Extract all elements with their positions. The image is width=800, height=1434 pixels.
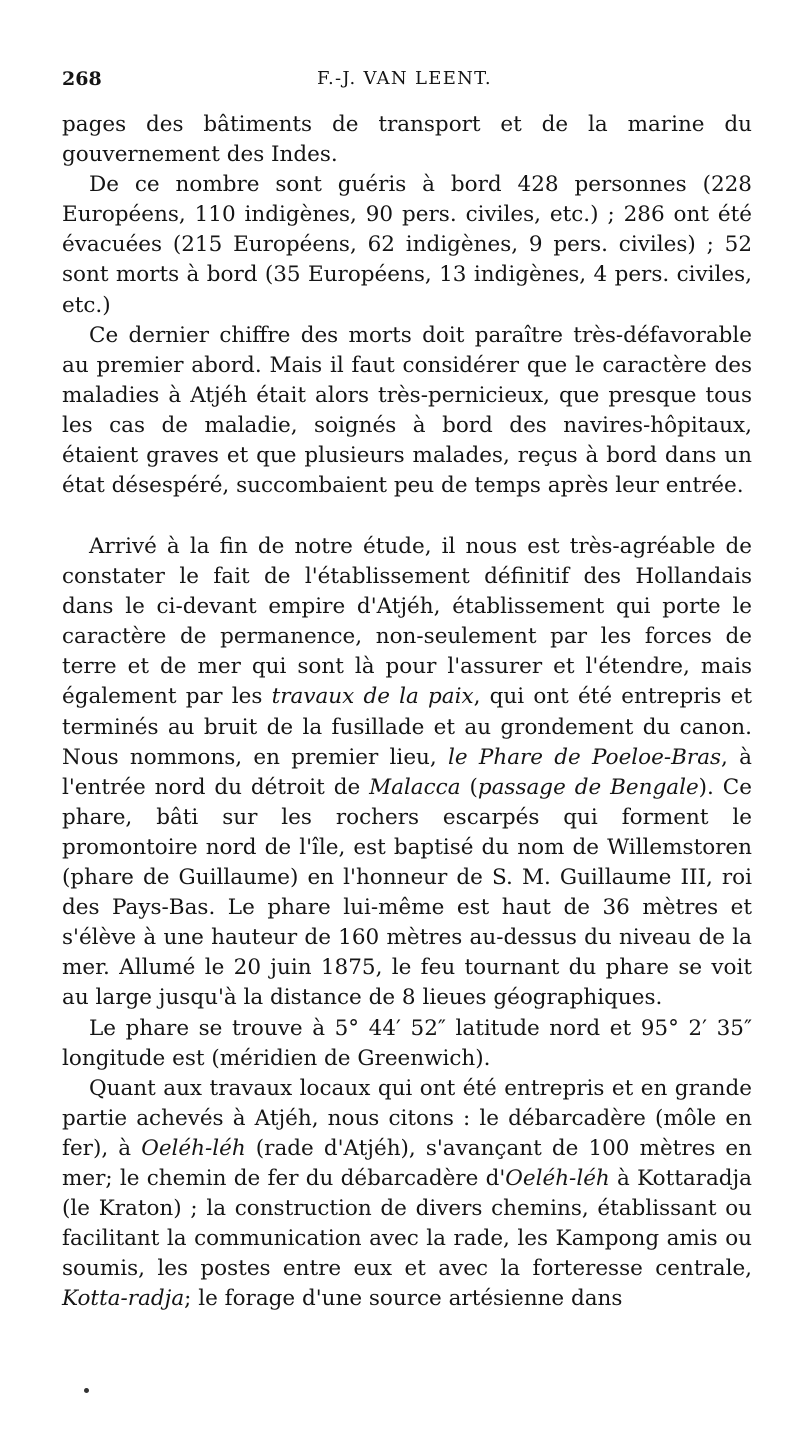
text-run: Quant aux travaux locaux qui ont été entrepris et en grande partie achevés à Atjéh, nous citons : le débarcadère (môle en fer), à bbox=[62, 1075, 752, 1161]
text-block-top bbox=[62, 110, 752, 501]
italic-text-run: Kotta-radja bbox=[62, 1286, 185, 1312]
paragraph-local-works bbox=[62, 1074, 752, 1315]
paragraph-mortality: Ce dernier chiffre des morts doit paraître très-défavorable au premier abord. Mais il faut considérer que le caractère des maladies à Atjéh était alors très-pernicieux, que presque tous les cas de maladie, soignés à bord des navires-hôpitaux, étaient graves et que plusieurs malades, reçus à bord dans un état désespéré, succombaient peu de temps après leur entrée. bbox=[62, 322, 752, 499]
paragraph-conclusion bbox=[62, 532, 752, 1014]
italic-text-run: travaux de la paix bbox=[271, 684, 474, 710]
text-run: ( bbox=[460, 774, 478, 800]
text-run: à Kottaradja (le Kraton) ; la construction de divers chemins, établissant ou facilitant la communication avec la rade, les Kampong amis ou soumis, les postes entre eux et avec la forteresse centrale, bbox=[62, 1165, 753, 1282]
text-run: ). Ce phare, bâti sur les rochers escarpés qui forment le promontoire nord de l'île, est baptisé du nom de Willemstoren (phare de Guillaume) en l'honneur de S. M. Guillaume III, roi des Pays-Bas. Le phare lui-même est haut de 36 mètres et s'élève à une hauteur de 160 mètres au-dessus du niveau de la mer. Allumé le 20 juin 1875, le feu tournant du phare se voit au large jusqu'à la distance de 8 lieues géographiques. bbox=[62, 774, 752, 1011]
ink-dot bbox=[84, 1388, 89, 1393]
text-run: , à l'entrée nord du détroit de bbox=[62, 744, 752, 800]
italic-text-run: Oeléh-léh bbox=[505, 1165, 610, 1191]
text-run: Arrivé à la fin de notre étude, il nous est très-agréable de constater le fait de l'établissement définitif des Hollandais dans le ci-devant empire d'Atjéh, établissement qui porte le caractère de permanence, non-seulement par les forces de terre et de mer qui sont là pour l'assurer et l'étendre, mais également par les bbox=[62, 534, 752, 710]
paragraph-statistics: De ce nombre sont guéris à bord 428 personnes (228 Européens, 110 indigènes, 90 pers. civiles, etc.) ; 286 ont été évacuées (215 Européens, 62 indigènes, 9 pers. civiles) ; 52 sont morts à bord (35 Européens, 13 indigènes, 4 pers. civiles, etc.) bbox=[62, 172, 752, 318]
text-block-bottom bbox=[62, 532, 752, 1314]
paragraph-continuation: pages des bâtiments de transport et de la marine du gouvernement des Indes. bbox=[62, 112, 752, 168]
italic-text-run: le Phare de Poeloe-Bras bbox=[448, 744, 722, 770]
running-head: F.-J. VAN LEENT. bbox=[317, 68, 492, 89]
text-run: ; le forage d'une source artésienne dans bbox=[184, 1286, 623, 1312]
paragraph-coordinates: Le phare se trouve à 5° 44′ 52″ latitude nord et 95° 2′ 35″ longitude est (méridien de Greenwich). bbox=[62, 1015, 752, 1071]
page-number: 268 bbox=[62, 68, 102, 90]
page-header bbox=[62, 62, 752, 96]
italic-text-run: Oeléh-léh bbox=[141, 1135, 246, 1161]
text-run: (rade d'Atjéh), s'avançant de 100 mètres en mer; le chemin de fer du débarcadère d' bbox=[62, 1135, 753, 1191]
text-run: , qui ont été entrepris et terminés au bruit de la fusillade et au grondement du canon. Nous nommons, en premier lieu, bbox=[62, 684, 752, 770]
italic-text-run: passage de Bengale bbox=[477, 774, 699, 800]
italic-text-run: Malacca bbox=[369, 774, 461, 800]
